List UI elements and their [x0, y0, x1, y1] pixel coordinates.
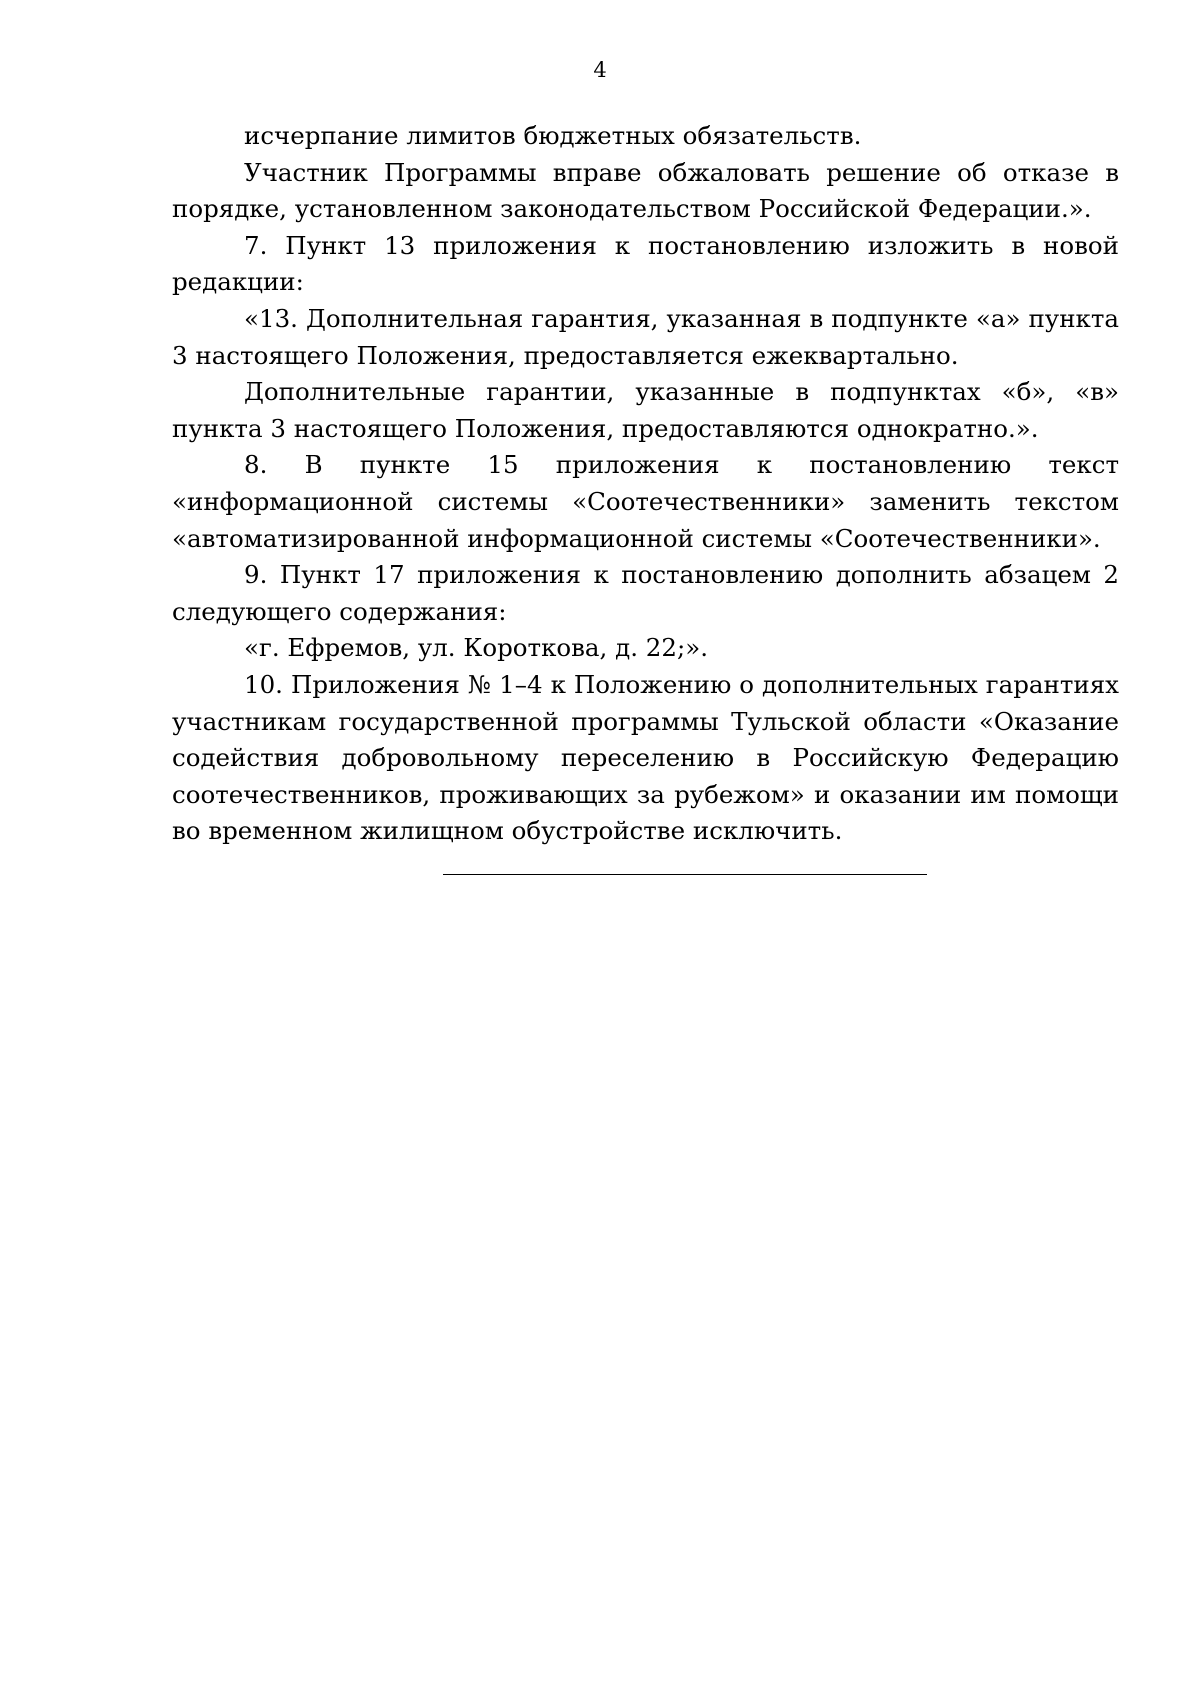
- paragraph-item-13-quote: «13. Дополнительная гарантия, указанная в подпункте «а» пункта 3 настоящего Положения, предоставляется ежеквартально.: [172, 303, 1119, 370]
- page-number: 4: [593, 58, 607, 82]
- paragraph-address-quote: «г. Ефремов, ул. Короткова, д. 22;».: [244, 633, 708, 663]
- document-body: [172, 118, 1119, 850]
- paragraph-continuation: исчерпание лимитов бюджетных обязательств.: [244, 121, 862, 150]
- paragraph-item-8: 8. В пункте 15 приложения к постановлению текст «информационной системы «Соотечественники» заменить текстом «автоматизированной информационной системы «Соотечественники».: [172, 450, 1119, 553]
- paragraph-item-7: 7. Пункт 13 приложения к постановлению изложить в новой редакции:: [172, 230, 1119, 297]
- paragraph-item-10: 10. Приложения № 1–4 к Положению о дополнительных гарантиях участникам государственной программы Тульской области «Оказание содействия добровольному переселению в Российскую Федерацию соотечественников, проживающих за рубежом» и оказании им помощи во временном жилищном обустройстве исключить.: [172, 669, 1119, 846]
- paragraph-additional-guarantees: Дополнительные гарантии, указанные в подпунктах «б», «в» пункта 3 настоящего Положения, предоставляются однократно.».: [172, 377, 1119, 443]
- paragraph-item-9: 9. Пункт 17 приложения к постановлению дополнить абзацем 2 следующего содержания:: [172, 560, 1119, 626]
- paragraph-appeal-right: Участник Программы вправе обжаловать решение об отказе в порядке, установленном законодательством Российской Федерации.».: [172, 157, 1119, 224]
- end-of-document-rule: [443, 874, 927, 875]
